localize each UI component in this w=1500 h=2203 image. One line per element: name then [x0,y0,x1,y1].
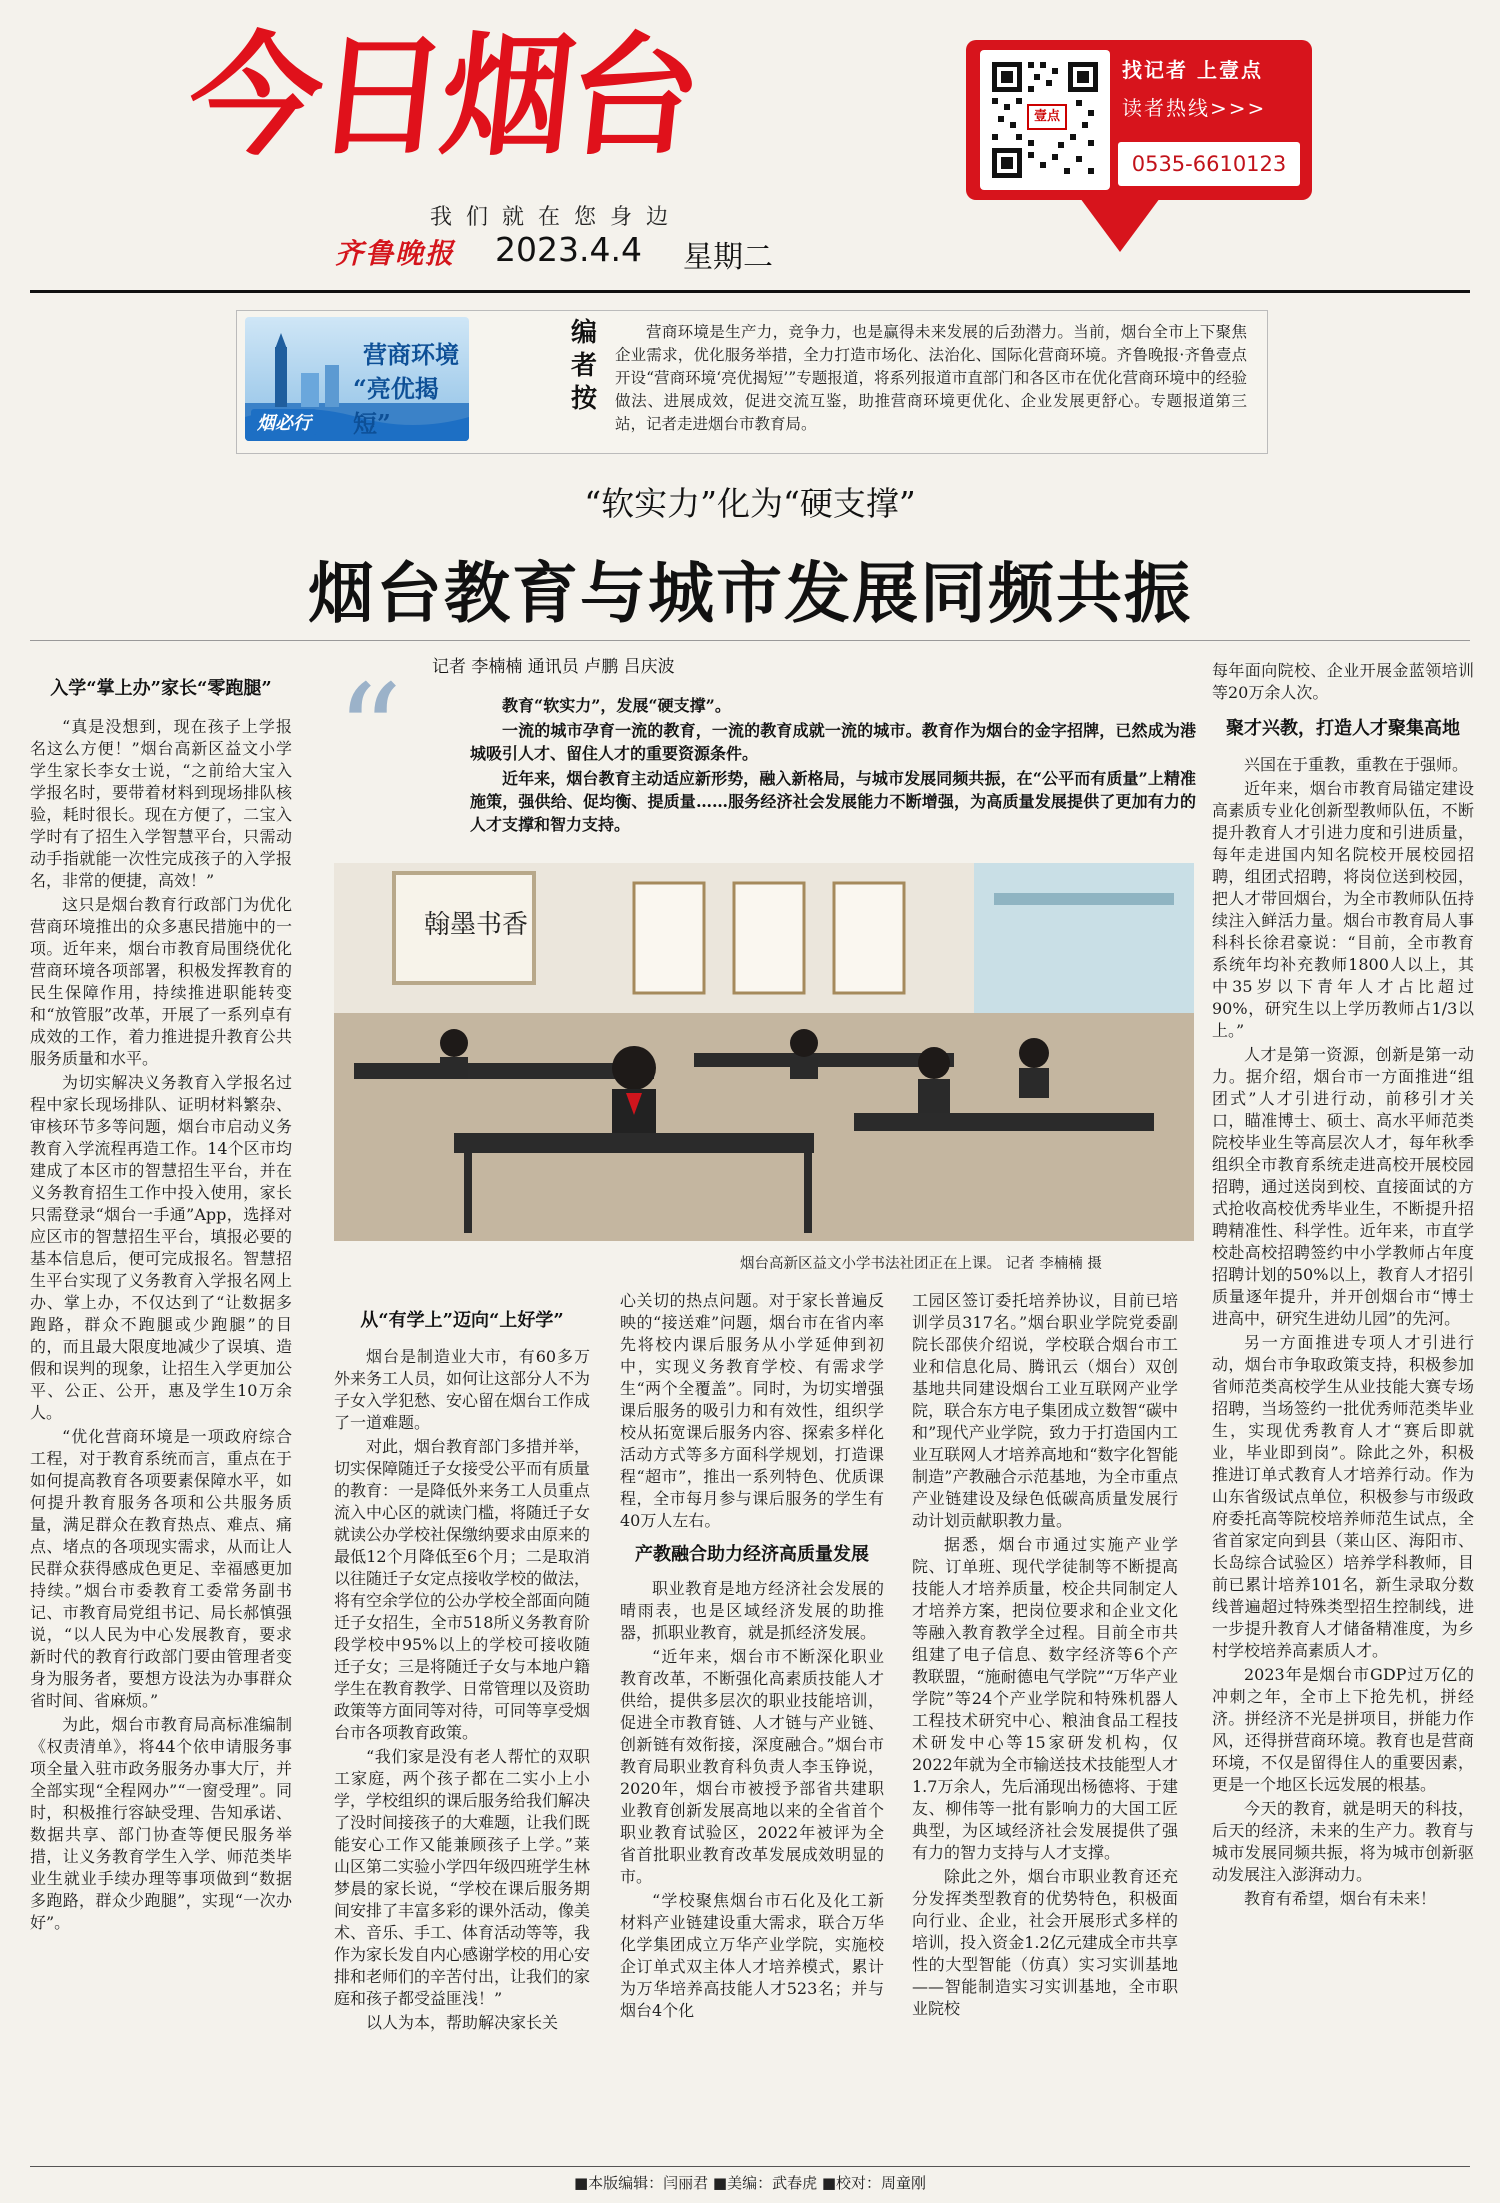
article-paragraph: “我们家是没有老人帮忙的双职工家庭，两个孩子都在二实小上小学，学校组织的课后服务给我们解决了没时间接孩子的大难题，让我们既能安心工作又能兼顾孩子上学。”莱山区第二实验小学四年级四班学生林梦晨的家长说，“学校在课后服务期间安排了丰富多彩的课外活动，像美术、音乐、手工、体育活动等等，我作为家长发自内心感谢学校的用心安排和老师们的辛苦付出，让我们的家庭和孩子都受益匪浅！” [334,1747,590,2008]
qr-badge: 壹点 [1027,104,1067,130]
calligraphy-class-image [334,863,1194,1241]
article-paragraph: 每年面向院校、企业开展金蓝领培训等20万余人次。 [1212,661,1474,702]
article-column-3 [620,1290,884,2158]
photo-caption: 烟台高新区益文小学书法社团正在上课。 记者 李楠楠 摄 [740,1256,1102,1272]
series-banner [245,317,469,441]
article-paragraph: 以人为本，帮助解决家长关 [366,2013,559,2032]
hotline-line1: 找记者 上壹点 [1122,58,1263,82]
hotline-phone[interactable]: 0535-6610123 [1118,142,1300,186]
headline-kicker: “软实力”化为“硬支撑” [584,484,916,523]
editor-note-text: 营商环境是生产力，竞争力，也是赢得未来发展的后劲潜力。当前，烟台全市上下聚焦企业需求，优化服务举措，全力打造市场化、法治化、国际化营商环境。齐鲁晚报·齐鲁壹点开设“营商环境‘亮优揭短’”专题报道，将系列报道市直部门和各区市在优化营商环境中的经验做法、进展成效，促进交流互鉴，助推营商环境更优化、企业发展更舒心。专题报道第三站，记者走进烟台市教育局。 [615,323,1247,433]
hotline-tail-decoration [1080,198,1160,252]
lead-paragraph: 近年来，烟台教育主动适应新形势，融入新格局，与城市发展同频共振，在“公平而有质量”上精准施策，强供给、促均衡、提质量……服务经济社会发展能力不断增强，为高质量发展提供了更加有力的人才支撑和智力支持。 [470,769,1196,834]
headline-title: 烟台教育与城市发展同频共振 [308,554,1192,632]
qr-code[interactable] [980,50,1110,190]
paper-name: 齐鲁晚报 [335,237,456,270]
masthead-slogan: 我们就在您身边 [430,205,683,230]
series-banner-title: 营商环境 [363,340,459,369]
byline: 记者 李楠楠 通讯员 卢鹏 吕庆波 [432,657,675,677]
article-paragraph: 职业教育是地方经济社会发展的晴雨表，也是区域经济发展的助推器，抓职业教育，就是抓经济发展。 [620,1579,884,1642]
masthead-title: 今日烟台 [181,20,703,174]
issue-weekday: 星期二 [683,240,773,275]
article-paragraph: “优化营商环境是一项政府综合工程，对于教育系统而言，重点在于如何提高教育各项要素保障水平，如何提升教育服务各项和公共服务质量，满足群众在教育热点、难点、痛点、堵点的各项现实需求，从而让人民群众获得感成色更足、幸福感更加持续。”烟台市委教育工委常务副书记、市教育局党组书记、局长郝慎强说，“以人民为中心发展教育，要求新时代的教育行政部门要由管理者变身为服务者，要想方设法为办事群众省时间、省麻烦。” [30,1427,292,1710]
article-paragraph: “真是没想到，现在孩子上学报名这么方便！”烟台高新区益文小学学生家长李女士说，“之前给大宝入学报名时，要带着材料到现场排队核验，耗时很长。现在方便了，二宝入学时有了招生入学智慧平台，只需动动手指就能一次性完成孩子的入学报名，非常的便捷，高效！” [30,717,292,890]
article-paragraph: 教育有希望，烟台有未来！ [1244,1889,1437,1908]
article-paragraph: 为切实解决义务教育入学报名过程中家长现场排队、证明材料繁杂、审核环节多等问题，烟台市启动义务教育入学流程再造工作。14个区市均建成了本区市的智慧招生平台，并在义务教育招生工作中投入使用，家长只需登录“烟台一手通”App，选择对应区市的智慧招生平台，填报必要的基本信息后，便可完成报名。智慧招生平台实现了义务教育入学报名网上办、掌上办，不仅达到了“让数据多跑路，群众不跑腿或少跑腿”的目的，而且最大限度地减少了误填、造假和误判的现象，让招生入学更加公平、公正、公开，惠及学生10万余人。 [30,1073,292,1422]
article-column-5 [1212,660,1474,2158]
series-banner-logo: 烟必行 [251,409,317,435]
series-banner-subtitle: “亮优揭短” [353,374,439,438]
headline-rule [30,640,1470,641]
lead-paragraph: 教育“软实力”，发展“硬支撑”。 [502,696,731,715]
article-paragraph: 为此，烟台市教育局高标准编制《权责清单》，将44个依申请服务事项全量入驻市政务服务办事大厅，并全部实现“全程网办”“一窗受理”。同时，积极推行容缺受理、告知承诺、数据共享、部门协查等便民服务举措，让义务教育学生入学、师范类毕业生就业手续办理等事项做到“数据多跑路，群众少跑腿”，实现“一次办好”。 [30,1715,292,1932]
section-heading: 聚才兴教，打造人才聚集高地 [1226,718,1460,739]
reader-hotline-box [966,40,1312,200]
article-paragraph: 近年来，烟台市教育局锚定建设高素质专业化创新型教师队伍，不断提升教育人才引进力度和引进质量，每年走进国内知名院校开展校园招聘，组团式招聘，将岗位送到校园，把人才带回烟台，为全市教师队伍持续注入鲜活力量。烟台市教育局人事科科长徐君豪说：“目前，全市教育系统年均补充教师1800人以上，其中35岁以下青年人才占比超过90%，研究生以上学历教师占1/3以上。” [1212,779,1474,1040]
editor-note [236,310,1268,454]
article-paragraph: 除此之外，烟台市职业教育还充分发挥类型教育的优势特色，积极面向行业、企业，社会开展形式多样的培训，投入资金1.2亿元建成全市共享性的大型智能（仿真）实习实训基地——智能制造实习实训基地，全市职业院校 [912,1867,1178,2018]
footer-rule [30,2166,1470,2167]
masthead-rule [30,290,1470,293]
article-column-1 [30,678,292,2158]
article-column-4 [912,1290,1178,2158]
hotline-line2: 读者热线>>> [1122,96,1267,120]
classroom-photo [334,863,1194,1241]
page-credits: ■本版编辑：闫丽君 ■美编：武春虎 ■校对：周童刚 [573,2174,927,2192]
article-paragraph: 2023年是烟台市GDP过万亿的冲刺之年，全市上下抢先机，拼经济。拼经济不光是拼项目，拼能力作风，还得拼营商环境。教育也是营商环境，不仅是留得住人的重要因素，更是一个地区长远发展的根基。 [1212,1665,1474,1794]
photo-calligraphy-text: 翰墨书香 [424,910,529,940]
article-paragraph: “近年来，烟台市不断深化职业教育改革，不断强化高素质技能人才供给，提供多层次的职业技能培训，促进全市教育链、人才链与产业链、创新链有效衔接，深度融合。”烟台市教育局职业教育科负责人李玉铮说，2020年，烟台市被授予部省共建职业教育创新发展高地以来的全省首个职业教育试验区，2022年被评为全省首批职业教育改革发展成效明显的市。 [620,1647,884,1886]
article-paragraph: “学校聚焦烟台市石化及化工新材料产业链建设重大需求，联合万华化学集团成立万华产业学院，实施校企订单式双主体人才培养模式，累计为万华培养高技能人才523名；并与烟台4个化 [620,1891,884,2020]
section-heading: 从“有学上”迈向“上好学” [360,1310,564,1331]
article-paragraph: 这只是烟台教育行政部门为优化营商环境推出的众多惠民措施中的一项。近年来，烟台市教育局围绕优化营商环境各项部署，积极发挥教育的民生保障作用，持续推进职能转变和“放管服”改革，开展了一系列卓有成效的工作，着力推进提升教育公共服务质量和水平。 [30,895,292,1068]
article-paragraph: 兴国在于重教，重教在于强师。 [1244,755,1469,774]
article-paragraph: 另一方面推进专项人才引进行动，烟台市争取政策支持，积极参加省师范类高校学生从业技能大赛专场招聘，当场签约一批优秀师范类毕业生，实现优秀教育人才“赛后即就业，毕业即到岗”。除此之外，积极推进订单式教育人才培养行动。作为山东省级试点单位，积极参与市级政府委托高等院校培养师范生试点，全省首家定向到县（莱山区、海阳市、长岛综合试验区）培养学科教师，目前已累计培养101名，新生录取分数线普遍超过特殊类型招生控制线，进一步提升教育人才储备精准度，为乡村学校培养高素质人才。 [1212,1333,1474,1660]
lead-paragraph: 一流的城市孕育一流的教育，一流的教育成就一流的城市。教育作为烟台的金字招牌，已然成为港城吸引人才、留住人才的重要资源条件。 [470,721,1196,763]
article-paragraph: 烟台是制造业大市，有60多万外来务工人员，如何让这部分人不为子女入学犯愁、安心留在烟台工作成了一道难题。 [334,1347,590,1432]
article-paragraph: 心关切的热点问题。对于家长普遍反映的“接送难”问题，烟台市在省内率先将校内课后服务从小学延伸到初中，实现义务教育学校、有需求学生“两个全覆盖”。同时，为切实增强课后服务的吸引力和有效性，组织学校从拓宽课后服务内容、探索多样化活动方式等多方面科学规划，打造课程“超市”，推出一系列特色、优质课程，全市每月参与课后服务的学生有40万人左右。 [620,1291,884,1530]
article-column-2 [334,1310,590,2158]
quote-mark-icon: “ [336,656,403,808]
issue-date: 2023.4.4 [495,230,642,269]
article-paragraph: 今天的教育，就是明天的科技，后天的经济，未来的生产力。教育与城市发展同频共振，将为城市创新驱动发展注入澎湃动力。 [1212,1799,1474,1884]
article-paragraph: 据悉，烟台市通过实施产业学院、订单班、现代学徒制等不断提高技能人才培养质量，校企共同制定人才培养方案，把岗位要求和企业文化等融入教育教学全过程。目前全市共组建了电子信息、数字经济等6个产教联盟，“施耐德电气学院”“万华产业学院”等24个产业学院和特殊机器人工程技术研究中心、粮油食品工程技术研发中心等15家研发机构，仅2022年就为全市输送技术技能型人才1.7万余人，先后涌现出杨德将、于建友、柳伟等一批有影响力的大国工匠典型，为区域经济社会发展提供了强有力的智力支持与人才支撑。 [912,1535,1178,1862]
article-lead [470,694,1196,838]
section-heading: 产教融合助力经济高质量发展 [635,1544,869,1565]
article-paragraph: 对此，烟台教育部门多措并举，切实保障随迁子女接受公平而有质量的教育：一是降低外来务工人员重点流入中心区的就读门槛，将随迁子女就读公办学校社保缴纳要求由原来的最低12个月降低至6个月；二是取消以往随迁子女定点接收学校的做法，将有空余学位的公办学校全部面向随迁子女招生，全市518所义务教育阶段学校中95%以上的学校可接收随迁子女；三是将随迁子女与本地户籍学生在教育教学、日常管理以及资助政策等方面同等对待，可同等享受烟台市各项教育政策。 [334,1437,590,1742]
article-paragraph: 工园区签订委托培养协议，目前已培训学员317名。”烟台职业学院党委副院长邵侠介绍说，学校联合烟台市工业和信息化局、腾讯云（烟台）双创基地共同建设烟台工业互联网产业学院，联合东方电子集团成立数智“碳中和”现代产业学院，致力于打造国内工业互联网人才培养高地和“数字化智能制造”产教融合示范基地，为全市重点产业链建设及绿色低碳高质量发展行动计划贡献职教力量。 [912,1291,1178,1530]
section-heading: 入学“掌上办”家长“零跑腿” [50,678,272,699]
article-paragraph: 人才是第一资源，创新是第一动力。据介绍，烟台市一方面推进“组团式”人才引进行动，前移引才关口，瞄准博士、硕士、高水平师范类院校毕业生等高层次人才，每年秋季组织全市教育系统走进高校开展校园招聘，通过送岗到校、直接面试的方式抢收高校优秀毕业生，不断提升招聘精准性、科学性。近年来，市直学校赴高校招聘签约中小学教师占年度招聘计划的50%以上，教育人才招引质量逐年提升，并开创烟台市“博士进高中，研究生进幼儿园”的先河。 [1212,1045,1474,1328]
editor-note-label: 编者按 [571,318,598,414]
